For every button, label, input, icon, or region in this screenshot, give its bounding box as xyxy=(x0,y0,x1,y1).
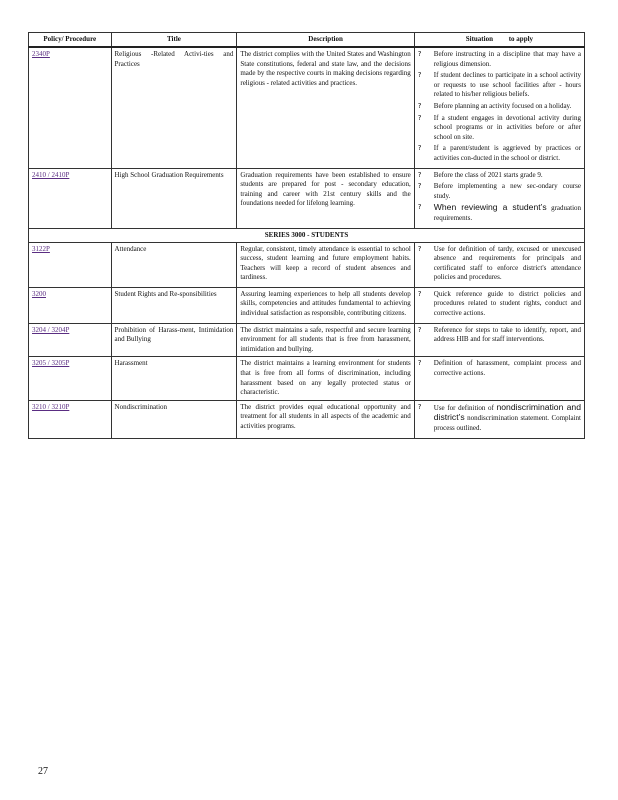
description-cell: The district maintains a learning environment for students that is free from all forms of discrimination, including harassment based on any legally protected status or characteristic. xyxy=(237,357,414,400)
situation-item xyxy=(418,182,581,201)
bullet-icon: ? xyxy=(417,359,422,368)
situation-item xyxy=(418,203,581,223)
situation-list xyxy=(418,290,581,319)
situation-text: Before the class of 2021 starts grade 9. xyxy=(433,170,543,179)
situation-item xyxy=(418,144,581,163)
situation-list xyxy=(418,359,581,378)
table-row xyxy=(29,357,585,400)
situation-item xyxy=(418,326,581,345)
bullet-icon: ? xyxy=(417,289,422,298)
situation-cell xyxy=(414,323,584,357)
policy-link[interactable]: 3205 / 3205P xyxy=(32,359,70,368)
description-cell: The district complies with the United States and Washington State constitutions, federal and state law, and the decisions made by the respective courts in making decisions regarding religious - related activities and practices. xyxy=(237,47,414,168)
policy-link[interactable]: 3200 xyxy=(32,289,46,298)
header-policy: Policy/ Procedure xyxy=(29,33,112,48)
bullet-icon: ? xyxy=(417,325,422,334)
title-cell: Student Rights and Re-sponsibilities xyxy=(111,287,237,323)
situation-text: Before implementing a new sec-ondary course study. xyxy=(433,182,581,200)
bullet-icon: ? xyxy=(417,113,422,122)
description-cell: The district provides equal educational opportunity and treatment for all students in all aspects of the academic and activities programs. xyxy=(237,400,414,438)
situation-text: graduation requirements. xyxy=(433,204,582,222)
table-row xyxy=(29,323,585,357)
situation-item xyxy=(418,359,581,378)
policy-link[interactable]: 3122P xyxy=(32,244,50,253)
policy-cell xyxy=(29,242,112,287)
bullet-icon: ? xyxy=(417,244,422,253)
title-cell: High School Graduation Requirements xyxy=(111,168,237,228)
situation-text: Definition of harassment, complaint process and corrective actions. xyxy=(433,359,581,378)
table-row xyxy=(29,168,585,228)
situation-cell xyxy=(414,168,584,228)
header-title: Title xyxy=(111,33,237,48)
description-cell: Graduation requirements have been established to ensure students are prepared for post - secondary education, training and career with 21st century skills and the foundations needed for lifelong learning. xyxy=(237,168,414,228)
situation-list xyxy=(418,50,581,164)
header-description: Description xyxy=(237,33,414,48)
policy-cell xyxy=(29,47,112,168)
situation-cell xyxy=(414,47,584,168)
policy-cell xyxy=(29,400,112,438)
situation-item xyxy=(418,245,581,283)
table-row xyxy=(29,242,585,287)
bullet-icon: ? xyxy=(417,50,422,58)
policy-cell xyxy=(29,323,112,357)
series-divider xyxy=(29,228,585,242)
table-row xyxy=(29,287,585,323)
page-number: 27 xyxy=(38,766,48,777)
table-row xyxy=(29,47,585,168)
bullet-icon: ? xyxy=(417,144,422,153)
situation-text: Before planning an activity focused on a holiday. xyxy=(433,101,572,110)
bullet-icon: ? xyxy=(417,182,422,191)
situation-lead: When reviewing a student’s xyxy=(433,202,547,213)
rows-after-series xyxy=(29,242,585,438)
rows-before-series xyxy=(29,47,585,228)
situation-text: If student declines to participate in a school activity or requests to use school facilities after - hours related to his/her religious beliefs. xyxy=(433,71,581,99)
policy-link[interactable]: 2410 / 2410P xyxy=(32,170,70,179)
policy-cell xyxy=(29,357,112,400)
title-cell: Harassment xyxy=(111,357,237,400)
situation-cell xyxy=(414,400,584,438)
situation-text: If a parent/student is aggrieved by practices or activities con-ducted in the school or district. xyxy=(433,144,581,162)
description-cell: Regular, consistent, timely attendance is essential to school success, student learning and future employment habits. Teachers will keep a record of student absences and tardiness. xyxy=(237,242,414,287)
bullet-icon: ? xyxy=(417,170,422,179)
policy-cell xyxy=(29,168,112,228)
situation-text: If a student engages in devotional activity during school programs or in activities before or after school on site. xyxy=(433,113,581,141)
situation-item xyxy=(418,403,581,434)
title-cell: Nondiscrimination xyxy=(111,400,237,438)
situation-emphasis: nondiscrimination and district’s xyxy=(433,401,581,423)
bullet-icon: ? xyxy=(417,71,422,80)
situation-lead: Use for definition of xyxy=(433,403,494,412)
description-cell: The district maintains a safe, respectful and secure learning environment for all students that is free from harassment, intimidation and bullying. xyxy=(237,323,414,357)
situation-item xyxy=(418,50,581,69)
bullet-icon: ? xyxy=(417,402,422,411)
situation-list xyxy=(418,403,581,434)
situation-list xyxy=(418,245,581,283)
situation-text: Quick reference guide to district policies and procedures related to student rights, conduct and corrective actions. xyxy=(433,289,581,318)
situation-cell xyxy=(414,242,584,287)
situation-text: Before instructing in a discipline that may have a religious dimension. xyxy=(433,50,581,68)
policy-link[interactable]: 2340P xyxy=(32,50,50,58)
bullet-icon: ? xyxy=(417,101,422,110)
table-header-row xyxy=(29,33,585,48)
policy-cell xyxy=(29,287,112,323)
title-cell: Religious -Related Activi-ties and Practices xyxy=(111,47,237,168)
policy-link[interactable]: 3204 / 3204P xyxy=(32,325,70,334)
situation-item xyxy=(418,114,581,143)
title-cell: Attendance xyxy=(111,242,237,287)
series-label: SERIES 3000 - STUDENTS xyxy=(29,228,585,242)
situation-text: Use for definition of tardy, excused or unexcused absence and requirements for principals and certificated staff to enforce district's attendance policies and procedures. xyxy=(433,244,581,282)
situation-item xyxy=(418,290,581,319)
title-cell: Prohibition of Harass-ment, Intimidation and Bullying xyxy=(111,323,237,357)
description-cell: Assuring learning experiences to help all students develop skills, competencies and attitudes fundamental to achieving individual satisfaction as responsible, contributing citizens. xyxy=(237,287,414,323)
situation-text: Reference for steps to take to identify, report, and address HIB and for staff interventions. xyxy=(433,325,581,344)
bullet-icon: ? xyxy=(417,203,422,212)
situation-cell xyxy=(414,357,584,400)
series-row xyxy=(29,228,585,242)
policy-table xyxy=(28,32,585,439)
situation-text: nondiscrimination statement. Complaint process outlined. xyxy=(433,414,581,432)
situation-item xyxy=(418,102,581,112)
situation-list xyxy=(418,326,581,345)
header-situation: Situation to apply xyxy=(414,33,584,48)
situation-list xyxy=(418,171,581,224)
table-row xyxy=(29,400,585,438)
policy-link[interactable]: 3210 / 3210P xyxy=(32,402,70,411)
situation-cell xyxy=(414,287,584,323)
situation-item xyxy=(418,171,581,181)
situation-item xyxy=(418,71,581,100)
